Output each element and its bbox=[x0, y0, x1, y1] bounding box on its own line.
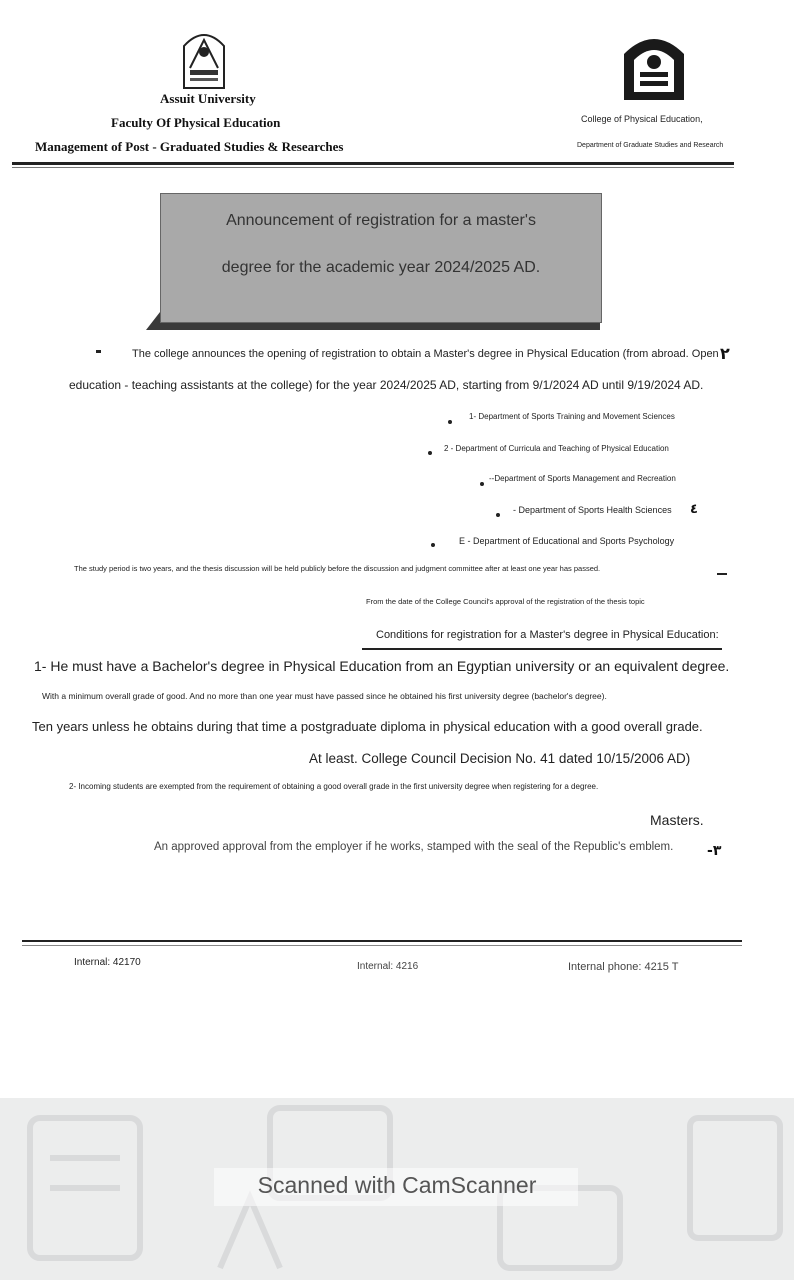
intro-line-1: The college announces the opening of registration to obtain a Master's degree in Physical Education (from abroad. Open bbox=[132, 348, 719, 360]
study-period-text: The study period is two years, and the thesis discussion will be held publicly before the discussion and judgment committee after at least one year has passed. bbox=[74, 564, 601, 573]
department-item: - Department of Sports Health Sciences bbox=[513, 505, 672, 515]
council-decision: At least. College Council Decision No. 41 dated 10/15/2006 AD) bbox=[309, 751, 691, 766]
dept-number-4: ٤ bbox=[690, 502, 698, 517]
footer-divider-thin bbox=[22, 945, 742, 946]
department-name-right: Department of Graduate Studies and Research bbox=[577, 142, 724, 149]
masters-text: Masters. bbox=[650, 812, 704, 828]
footer-divider bbox=[22, 940, 742, 942]
bullet bbox=[428, 451, 432, 455]
approval-text: An approved approval from the employer if he works, stamped with the seal of the Republic's emblem. bbox=[154, 841, 674, 853]
university-name: Assuit University bbox=[160, 91, 256, 106]
college-name-right: College of Physical Education, bbox=[581, 114, 703, 124]
ten-years-text: Ten years unless he obtains during that time a postgraduate diploma in physical education with a good overall grade. bbox=[32, 719, 703, 734]
department-item: 1- Department of Sports Training and Movement Sciences bbox=[469, 412, 675, 421]
camscanner-label: Scanned with CamScanner bbox=[257, 1172, 537, 1198]
bullet bbox=[480, 482, 484, 486]
condition-2: 2- Incoming students are exempted from the requirement of obtaining a good overall grade in the first university degree when registering for a degree. bbox=[69, 782, 599, 791]
item-number-3: -٣ bbox=[707, 843, 722, 859]
bullet bbox=[448, 420, 452, 424]
university-logo bbox=[180, 28, 228, 90]
bullet bbox=[496, 513, 500, 517]
faculty-name: Faculty Of Physical Education bbox=[111, 115, 281, 130]
from-date-text: From the date of the College Council's approval of the registration of the thesis topic bbox=[366, 597, 645, 606]
bullet bbox=[431, 543, 435, 547]
item-number-2: ٢ bbox=[720, 344, 730, 363]
internal-extension-2: Internal: 4216 bbox=[357, 961, 419, 972]
department-item: E - Department of Educational and Sports Psychology bbox=[459, 536, 675, 546]
intro-dash bbox=[96, 350, 101, 353]
management-title: Management of Post - Graduated Studies & Researches bbox=[35, 139, 344, 154]
banner-line-1: Announcement of registration for a master's bbox=[226, 212, 536, 229]
header-divider-thin bbox=[12, 167, 734, 168]
intro-line-2: education - teaching assistants at the college) for the year 2024/2025 AD, starting from 9/1/2024 AD until 9/19/2024 AD. bbox=[69, 378, 704, 392]
condition-1: 1- He must have a Bachelor's degree in Physical Education from an Egyptian university or an equivalent degree. bbox=[34, 658, 730, 674]
internal-extension-1: Internal: 42170 bbox=[74, 957, 141, 968]
announcement-banner bbox=[160, 193, 602, 323]
header-divider bbox=[12, 162, 734, 165]
department-item: 2 - Department of Curricula and Teaching of Physical Education bbox=[444, 444, 669, 453]
department-item: --Department of Sports Management and Recreation bbox=[489, 474, 676, 483]
conditions-underline bbox=[362, 648, 722, 650]
college-seal-logo bbox=[620, 30, 688, 102]
internal-phone: Internal phone: 4215 T bbox=[568, 961, 679, 973]
conditions-title: Conditions for registration for a Master's degree in Physical Education: bbox=[376, 629, 719, 641]
condition-1-detail: With a minimum overall grade of good. And no more than one year must have passed since he obtained his first university degree (bachelor's degree). bbox=[42, 691, 607, 701]
study-period-dash bbox=[717, 573, 727, 575]
banner-line-2: degree for the academic year 2024/2025 AD. bbox=[221, 259, 541, 276]
